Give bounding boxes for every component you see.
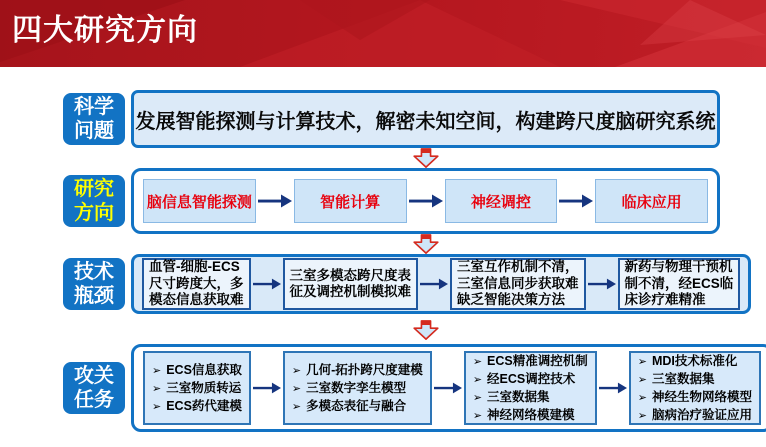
row-key-tasks [63,344,752,432]
label-line-2: 任务 [74,389,114,411]
bottleneck-line: 模态信息获取难 [149,292,244,308]
bullet-icon: ➢ [472,391,483,404]
task-item [473,353,588,370]
bullet-icon: ➢ [291,382,302,395]
right-arrow-icon [253,277,281,291]
direction-box-brain-sensing: 脑信息智能探测 [143,179,256,223]
bottleneck-box-2 [283,258,419,310]
task-box-1 [143,351,251,425]
down-arrow-1 [131,148,720,168]
direction-box-intelligent-computing: 智能计算 [294,179,407,223]
right-arrow-icon [434,381,462,395]
label-line-1: 攻关 [74,365,114,387]
task-text: 三室数据集 [487,389,550,404]
research-directions-panel [131,168,720,234]
flow-arrow [599,381,627,395]
content [0,67,766,432]
task-box-3 [464,351,597,425]
bullet-icon: ➢ [637,355,647,368]
bottleneck-line: 尺寸跨度大，多 [149,275,244,291]
right-arrow-icon [588,277,616,291]
task-text: 经ECS调控技术 [487,371,576,386]
down-arrow-icon [411,234,441,254]
label-line-2: 瓶颈 [74,285,114,307]
flow-arrow [258,194,292,208]
bottleneck-line: 制不清，经ECS临 [624,275,734,291]
right-arrow-icon [599,381,627,395]
task-item [473,389,588,406]
down-arrow-icon [411,148,441,168]
task-box-2 [283,351,432,425]
bullet-icon: ➢ [637,409,647,422]
bottleneck-box-1 [142,258,251,310]
task-text: ECS精准调控机制 [487,353,588,368]
right-arrow-icon [253,381,281,395]
down-arrow-icon [411,320,441,340]
right-arrow-icon [409,194,443,208]
bullet-icon: ➢ [152,400,162,413]
row-research-directions [63,168,720,234]
bottleneck-line: 床诊疗难精准 [624,292,706,308]
task-item [292,398,423,415]
row-label-research-directions [63,175,125,227]
bottleneck-line: 三室互作机制不清， [457,259,579,275]
flow-arrow [559,194,593,208]
task-text: 脑病治疗验证应用 [651,407,752,422]
right-arrow-icon [420,277,448,291]
down-arrow-2 [131,234,720,254]
task-item [473,407,588,424]
task-text: 几何-拓扑跨尺度建模 [306,362,423,377]
label-line-2: 问题 [74,120,114,142]
bottleneck-line: 三室多模态跨尺度表 [289,267,411,283]
task-text: ECS药代建模 [166,398,242,413]
science-statement-box: 发展智能探测与计算技术，解密未知空间，构建跨尺度脑研究系统 [131,90,720,148]
direction-box-clinical-application: 临床应用 [595,179,708,223]
task-text: 多模态表征与融合 [306,398,407,413]
down-arrow-3 [131,320,720,340]
bottleneck-box-4 [618,258,741,310]
task-text: 三室数字孪生模型 [306,380,407,395]
task-text: 三室物质转运 [166,380,242,395]
bullet-icon: ➢ [472,373,483,386]
bullet-icon: ➢ [637,373,647,386]
task-item [152,380,242,397]
task-item [638,407,752,424]
task-text: 神经网络模建模 [487,407,575,422]
row-technical-bottlenecks [63,254,734,314]
task-text: MDI技术标准化 [651,353,738,368]
direction-box-neuromodulation: 神经调控 [445,179,558,223]
task-box-4 [629,351,761,425]
flow-arrow [434,381,462,395]
task-item [292,362,423,379]
task-item [638,371,752,388]
label-line-2: 方向 [74,202,114,224]
page-title: 四大研究方向 [12,14,198,47]
technical-bottlenecks-panel [131,254,751,314]
row-label-technical-bottlenecks [63,258,125,310]
task-item [152,362,242,379]
flow-arrow [420,277,448,291]
flow-arrow [588,277,616,291]
right-arrow-icon [559,194,593,208]
bullet-icon: ➢ [472,355,483,368]
banner [0,0,766,67]
bottleneck-line: 新药与物理干预机 [624,259,733,275]
bullet-icon: ➢ [152,364,162,377]
right-arrow-icon [258,194,292,208]
key-tasks-panel [131,344,766,432]
task-item [638,353,752,370]
task-text: ECS信息获取 [166,362,242,377]
row-label-science-question [63,93,125,145]
bottleneck-box-3 [450,258,586,310]
label-line-1: 科学 [74,96,114,118]
bullet-icon: ➢ [291,364,302,377]
bullet-icon: ➢ [472,409,483,422]
label-line-1: 技术 [74,261,114,283]
task-text: 三室数据集 [651,371,715,386]
row-label-key-tasks [63,362,125,414]
bullet-icon: ➢ [152,382,162,395]
bottleneck-line: 三室信息同步获取难 [457,275,579,291]
bottleneck-line: 缺乏智能决策方法 [457,292,565,308]
row-science-question [63,90,720,148]
bullet-icon: ➢ [637,391,647,404]
task-item [638,389,752,406]
bottleneck-line: 血管-细胞-ECS [149,259,240,275]
task-item [152,398,242,415]
task-item [473,371,588,388]
flow-arrow [253,277,281,291]
task-text: 神经生物网络模型 [651,389,752,404]
flow-arrow [253,381,281,395]
bullet-icon: ➢ [291,400,302,413]
bottleneck-line: 征及调控机制模拟难 [289,284,411,299]
label-line-1: 研究 [74,178,114,200]
flow-arrow [409,194,443,208]
task-item [292,380,423,397]
